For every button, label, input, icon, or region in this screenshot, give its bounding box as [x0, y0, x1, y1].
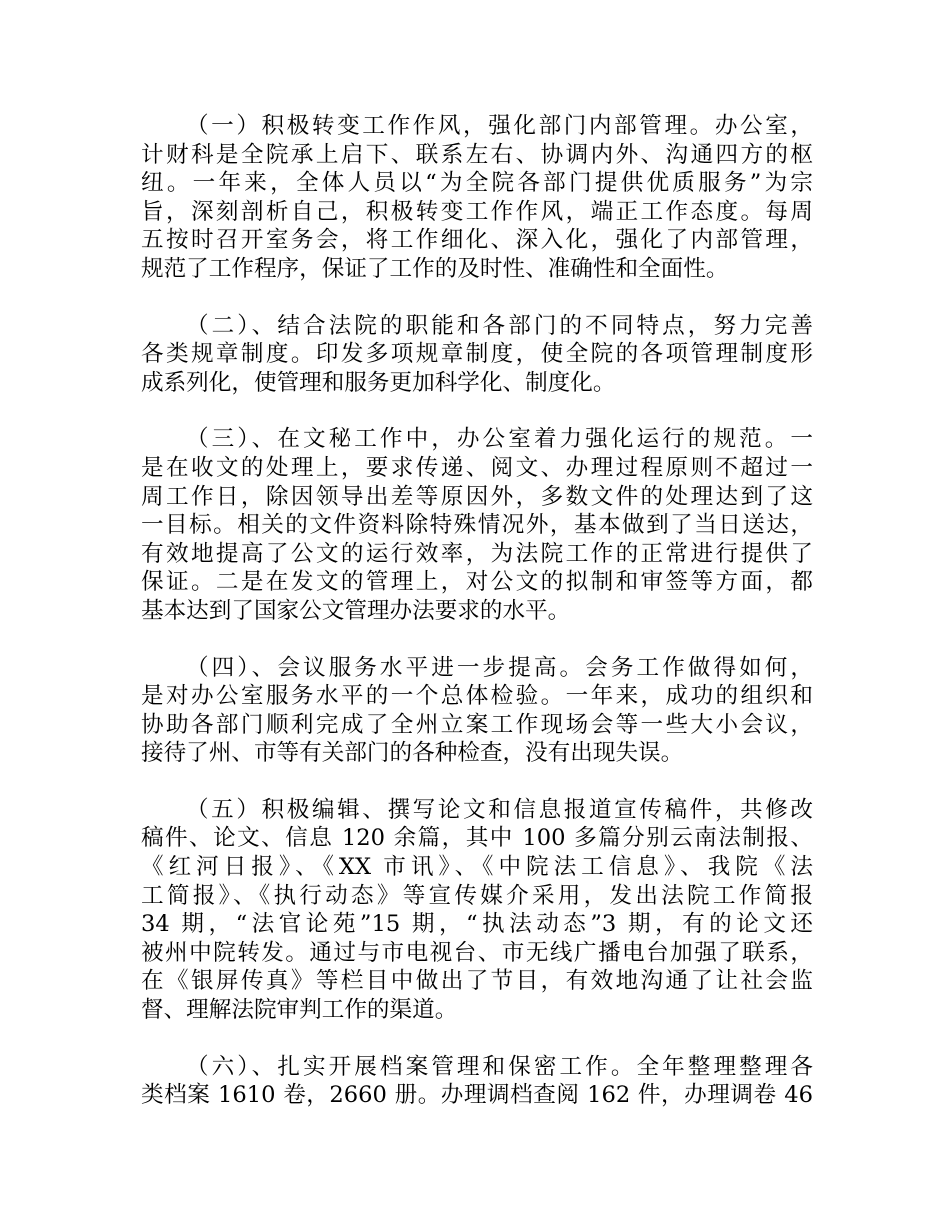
text-line: （六）、扎实开展档案管理和保密工作。全年整理整理各: [186, 1053, 813, 1080]
text-line: 一目标。相关的文件资料除特殊情况外，基本做到了当日送达，: [141, 512, 813, 539]
text-line: 《红河日报》、《XX 市讯》、《中院法工信息》、我院《法: [141, 854, 813, 881]
text-line: （三）、在文秘工作中，办公室着力强化运行的规范。一: [186, 426, 813, 453]
text-line: 督、理解法院审判工作的渠道。: [141, 997, 458, 1024]
paragraph-4: [141, 654, 813, 768]
text-line: 是在收文的处理上，要求传递、阅文、办理过程原则不超过一: [141, 454, 813, 481]
text-line: （四）、会议服务水平进一步提高。会务工作做得如何，: [186, 654, 813, 681]
text-line: 成系列化，使管理和服务更加科学化、制度化。: [141, 369, 616, 396]
text-line: 各类规章制度。印发多项规章制度，使全院的各项管理制度形: [141, 341, 813, 368]
text-line: 34 期，“法官论苑”15 期，“执法动态”3 期，有的论文还: [141, 911, 813, 938]
paragraph-6: [141, 1053, 813, 1110]
text-line: 类档案 1610 卷，2660 册。办理调档查阅 162 件，办理调卷 46: [141, 1082, 813, 1109]
paragraph-2: [141, 312, 813, 398]
text-line: 周工作日，除因领导出差等原因外，多数文件的处理达到了这: [141, 483, 813, 510]
text-line: 在《银屏传真》等栏目中做出了节目，有效地沟通了让社会监: [141, 968, 813, 995]
text-line: 是对办公室服务水平的一个总体检验。一年来，成功的组织和: [141, 683, 813, 710]
text-line: 旨，深刻剖析自己，积极转变工作作风，端正工作态度。每周: [141, 198, 813, 225]
text-line: 基本达到了国家公文管理办法要求的水平。: [141, 597, 571, 624]
text-line: 纽。一年来，全体人员以“为全院各部门提供优质服务”为宗: [141, 170, 813, 197]
text-line: （一）积极转变工作作风，强化部门内部管理。办公室，: [186, 113, 813, 139]
text-line: 计财科是全院承上启下、联系左右、协调内外、沟通四方的枢: [141, 141, 813, 168]
document-page: [141, 112, 813, 1138]
text-line: 有效地提高了公文的运行效率，为法院工作的正常进行提供了: [141, 540, 813, 567]
text-line: 五按时召开室务会，将工作细化、深入化，强化了内部管理，: [141, 227, 813, 254]
text-line: 稿件、论文、信息 120 余篇，其中 100 多篇分别云南法制报、: [141, 825, 813, 852]
text-line: 保证。二是在发文的管理上，对公文的拟制和审签等方面，都: [141, 569, 813, 596]
text-line: 工简报》、《执行动态》等宣传媒介采用，发出法院工作简报: [141, 882, 813, 909]
text-line: 协助各部门顺利完成了全州立案工作现场会等一些大小会议，: [141, 711, 813, 738]
text-line: 接待了州、市等有关部门的各种检查，没有出现失误。: [141, 740, 684, 767]
text-line: 被州中院转发。通过与市电视台、市无线广播电台加强了联系，: [141, 939, 813, 966]
text-line: （五）积极编辑、撰写论文和信息报道宣传稿件，共修改: [186, 796, 813, 823]
paragraph-5: [141, 796, 813, 1025]
paragraph-3: [141, 425, 813, 625]
paragraph-1: [141, 112, 813, 284]
text-line: 规范了工作程序，保证了工作的及时性、准确性和全面性。: [141, 255, 729, 282]
text-line: （二）、结合法院的职能和各部门的不同特点，努力完善: [186, 312, 813, 339]
